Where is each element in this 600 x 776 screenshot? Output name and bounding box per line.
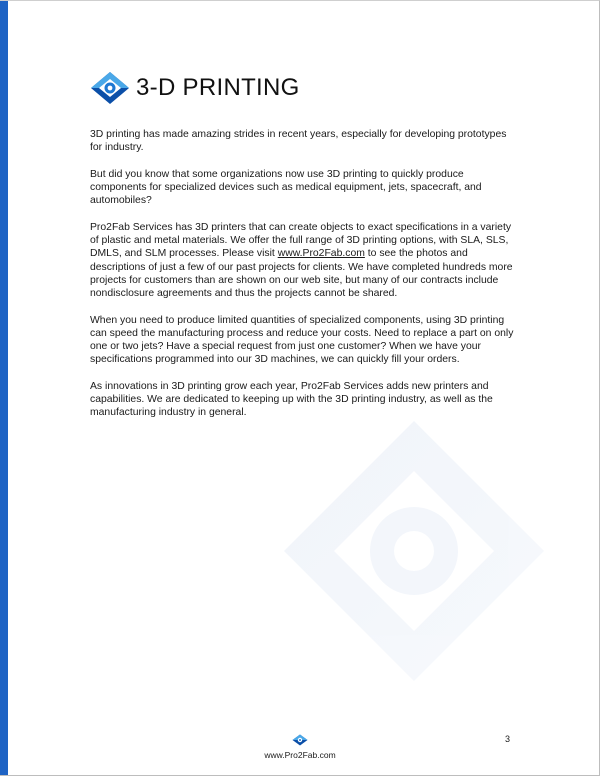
paragraph-3-text-start: Pro2Fab Services has 3D printers that can create objects to exact specifications in a variety of plastic and metal materials. We offer the full range of 3D printing options, with SLA, SLS, DMLS, and SLM processes. Please visit bbox=[90, 222, 512, 260]
pro2fab-diamond-logo-icon bbox=[90, 71, 130, 105]
page-title: 3-D PRINTING bbox=[136, 74, 300, 101]
paragraph-2: But did you know that some organizations now use 3D printing to quickly produce components for specialized devices such as medical equipment, jets, spacecraft, and automobiles? bbox=[90, 168, 482, 207]
body-text bbox=[90, 128, 520, 433]
page-number: 3 bbox=[505, 734, 511, 744]
pro2fab-watermark-icon bbox=[264, 401, 564, 701]
left-accent-stripe bbox=[0, 1, 8, 776]
footer-url: www.Pro2Fab.com bbox=[264, 750, 336, 760]
paragraph-5: As innovations in 3D printing grow each year, Pro2Fab Services adds new printers and capabilities. We are dedicated to keeping up with the 3D printing industry, as well as the manufacturing industry in general. bbox=[90, 381, 493, 419]
website-link[interactable]: www.Pro2Fab.com bbox=[277, 248, 365, 260]
paragraph-4: When you need to produce limited quantities of specialized components, using 3D printing can speed the manufacturing process and reduce your costs. Need to replace a part on only one or two jets? Have a special request from just one customer? When we have your specifications programmed into our 3D machines, we can quickly fill your orders. bbox=[90, 314, 514, 366]
paragraph-3-text-end: to see the photos and descriptions of just a few of our past projects for clients. We have completed hundreds more projects for customers than are shown on our web site, but many of our contracts include nondisclosure agreements and thus the projects cannot be shared. bbox=[90, 248, 513, 300]
paragraph-3 bbox=[90, 221, 520, 300]
footer-logo-icon bbox=[292, 734, 308, 746]
paragraph-1: 3D printing has made amazing strides in recent years, especially for developing prototypes for industry. bbox=[90, 129, 507, 154]
section-header bbox=[90, 71, 300, 105]
